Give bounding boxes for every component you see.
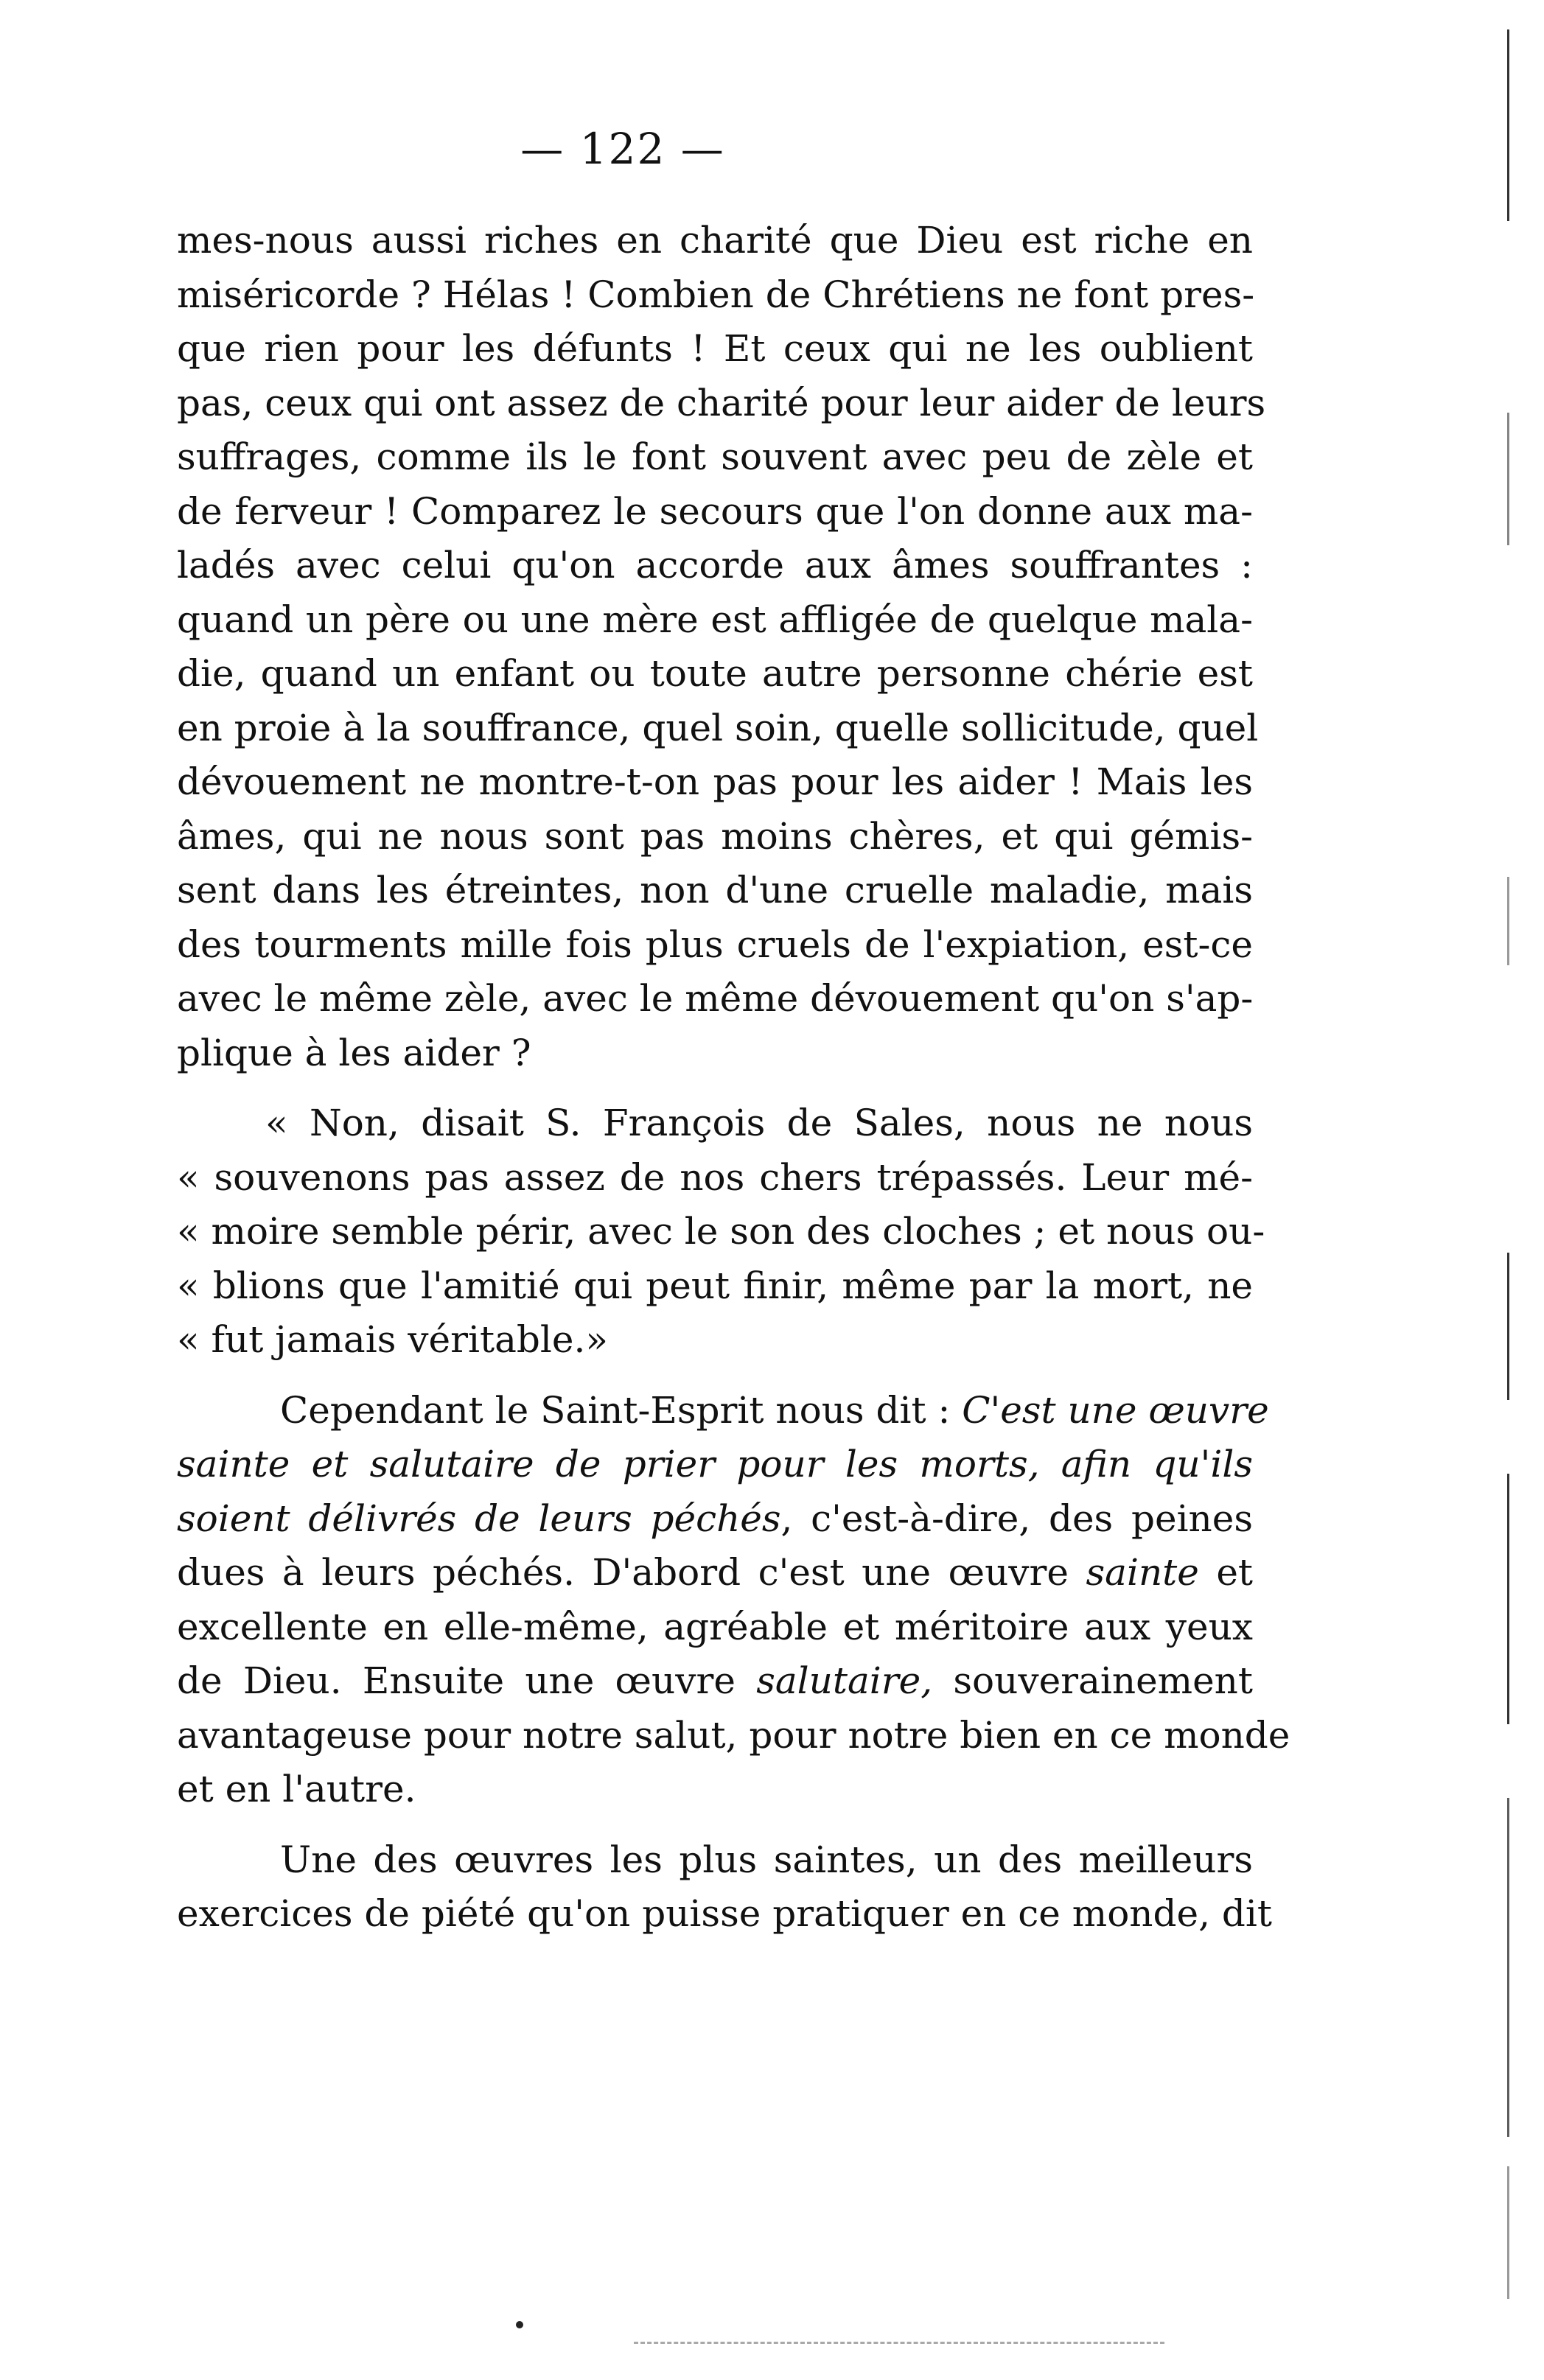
body-text bbox=[177, 214, 1290, 1942]
text-run: de Dieu. Ensuite une œuvre bbox=[177, 1659, 757, 1702]
text-line bbox=[177, 1709, 1290, 1763]
text-line: plique à les aider ? bbox=[177, 1031, 531, 1074]
text-line bbox=[177, 1600, 1253, 1655]
italic-text: soient délivrés de leurs péchés bbox=[177, 1497, 781, 1540]
text-run: , c'est-à-dire, des peines bbox=[780, 1497, 1253, 1540]
page-edge-marks bbox=[1485, 29, 1529, 2314]
text-line: « Non, disait S. François de Sales, nous ne nous bbox=[265, 1102, 1253, 1144]
text-line: âmes, qui ne nous sont pas moins chères, et qui gémis- bbox=[177, 814, 1253, 858]
text-line: die, quand un enfant ou toute autre personne chérie est bbox=[177, 652, 1253, 695]
text-line bbox=[177, 1384, 1269, 1438]
italic-text: sainte bbox=[1086, 1551, 1199, 1594]
text-line bbox=[177, 1763, 1253, 1817]
text-line: miséricorde ? Hélas ! Combien de Chrétiens ne font pres- bbox=[177, 273, 1255, 316]
text-run: et en l'autre. bbox=[177, 1768, 416, 1810]
text-line: pas, ceux qui ont assez de charité pour leur aider de leurs bbox=[177, 381, 1266, 424]
page-number: — 122 — bbox=[520, 124, 725, 174]
text-line: de ferveur ! Comparez le secours que l'on donne aux ma- bbox=[177, 489, 1253, 533]
text-run: excellente en elle-même, agréable et méritoire aux yeux bbox=[177, 1605, 1253, 1648]
paragraph bbox=[177, 1384, 1290, 1817]
italic-text: salutaire, bbox=[756, 1659, 933, 1702]
paragraph bbox=[177, 214, 1266, 1080]
quotation-paragraph bbox=[177, 1096, 1265, 1368]
text-line: suffrages, comme ils le font souvent avec peu de zèle et bbox=[177, 435, 1253, 478]
text-line: « souvenons pas assez de nos chers trépassés. Leur mé- bbox=[177, 1155, 1253, 1199]
text-line: « blions que l'amitié qui peut finir, même par la mort, ne bbox=[177, 1264, 1253, 1307]
text-run: souverainement bbox=[932, 1659, 1253, 1702]
text-line: des tourments mille fois plus cruels de l'expiation, est-ce bbox=[177, 923, 1253, 966]
text-line: avec le même zèle, avec le même dévouement qu'on s'ap- bbox=[177, 977, 1254, 1020]
text-line bbox=[177, 1546, 1253, 1600]
text-line: sent dans les étreintes, non d'une cruelle maladie, mais bbox=[177, 869, 1253, 911]
text-run: et bbox=[1198, 1551, 1254, 1594]
italic-text: sainte et salutaire de prier pour les morts, afin qu'ils bbox=[177, 1443, 1253, 1485]
text-line: que rien pour les défunts ! Et ceux qui ne les oublient bbox=[177, 327, 1253, 370]
text-line: exercices de piété qu'on puisse pratiquer en ce monde, dit bbox=[177, 1892, 1272, 1935]
text-line: mes-nous aussi riches en charité que Dieu est riche en bbox=[177, 219, 1253, 262]
text-line bbox=[177, 1654, 1253, 1709]
text-line: dévouement ne montre-t-on pas pour les aider ! Mais les bbox=[177, 760, 1253, 803]
scan-noise bbox=[634, 2342, 1164, 2347]
ink-speck bbox=[516, 2321, 523, 2328]
text-line bbox=[177, 1492, 1253, 1547]
text-line: Une des œuvres les plus saintes, un des meilleurs bbox=[280, 1838, 1253, 1881]
text-run: avantageuse pour notre salut, pour notre bien en ce monde bbox=[177, 1713, 1290, 1757]
text-line: quand un père ou une mère est affligée de quelque mala- bbox=[177, 598, 1253, 641]
text-line: en proie à la souffrance, quel soin, quelle sollicitude, quel bbox=[177, 706, 1259, 749]
text-line: « fut jamais véritable.» bbox=[177, 1318, 608, 1361]
text-run: dues à leurs péchés. D'abord c'est une œuvre bbox=[177, 1551, 1086, 1594]
italic-text: C'est une œuvre bbox=[962, 1388, 1269, 1432]
text-line: « moire semble périr, avec le son des cloches ; et nous ou- bbox=[177, 1210, 1265, 1253]
text-run: Cependant le Saint-Esprit nous dit : bbox=[280, 1388, 963, 1432]
text-line bbox=[177, 1438, 1253, 1492]
paragraph bbox=[177, 1833, 1272, 1942]
text-line: ladés avec celui qu'on accorde aux âmes souffrantes : bbox=[177, 544, 1253, 587]
